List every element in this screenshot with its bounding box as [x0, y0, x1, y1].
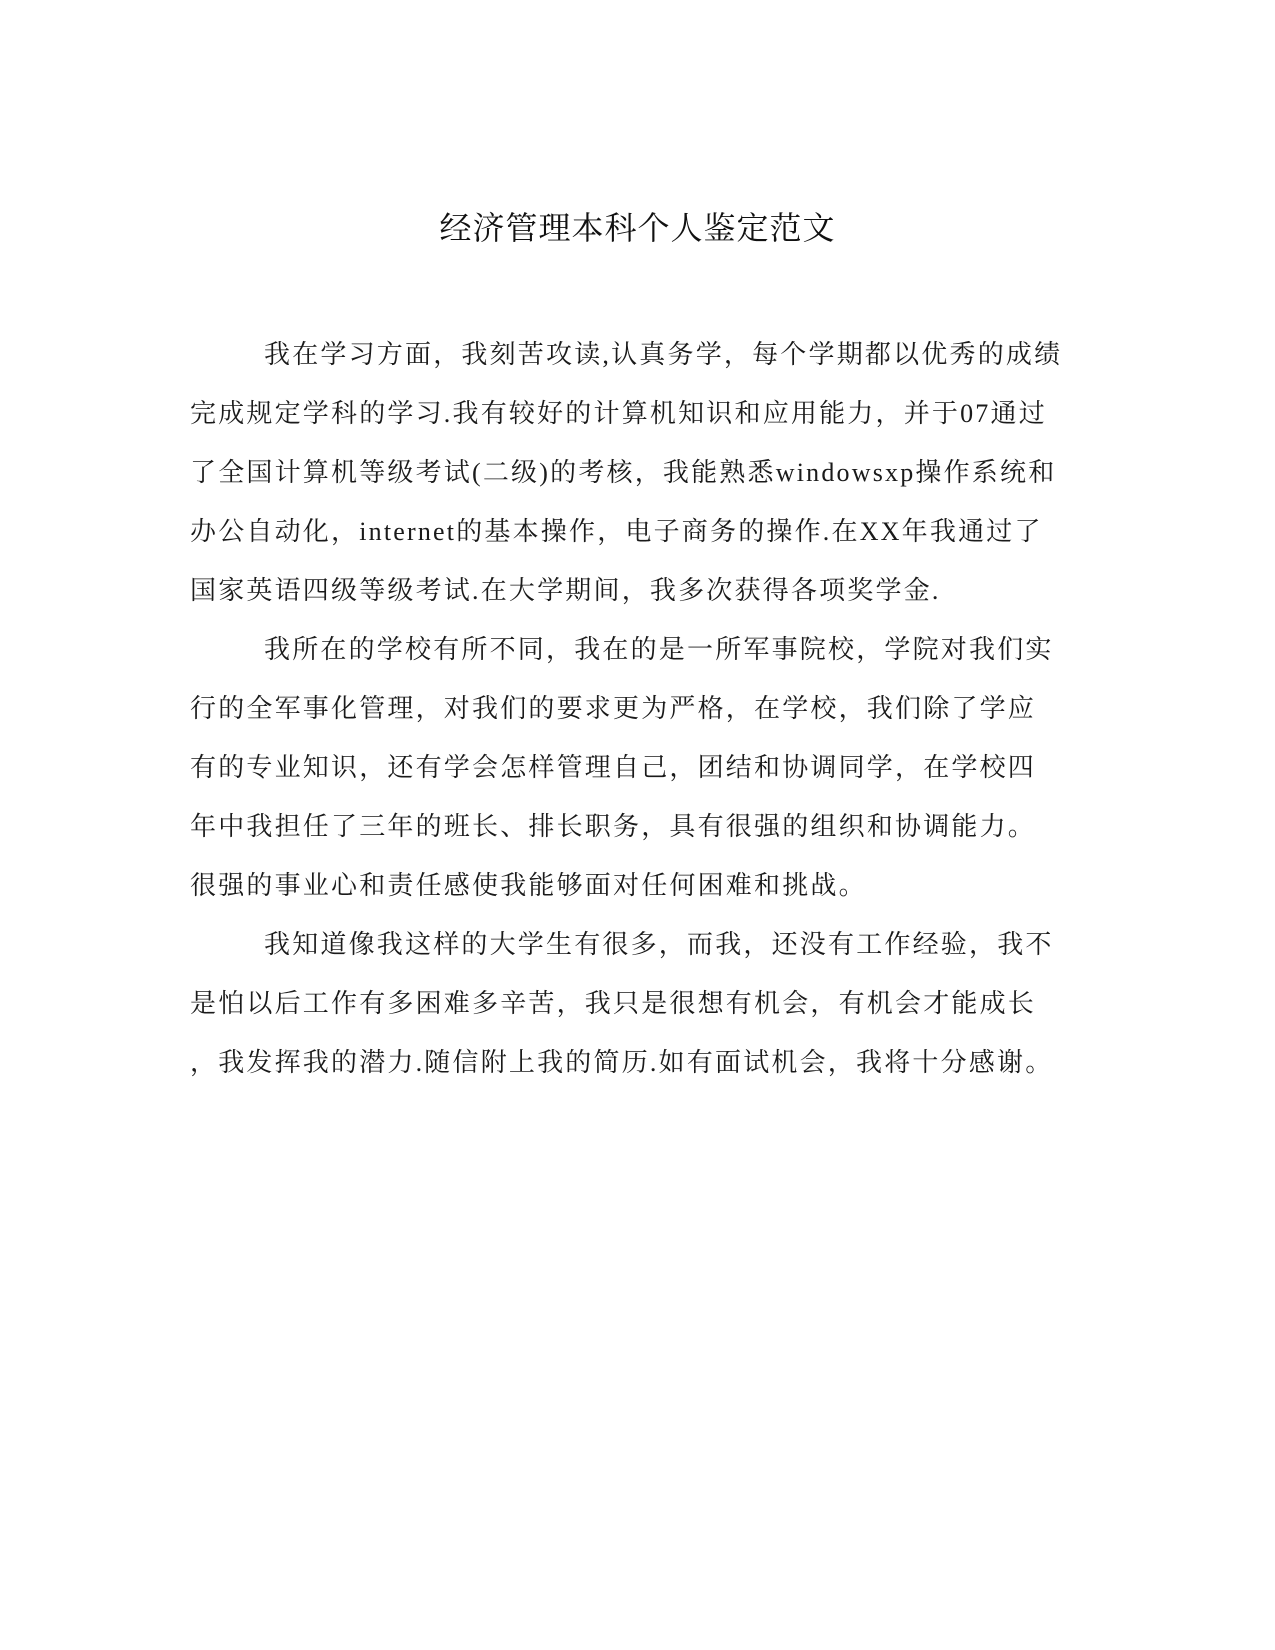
paragraph-1-line-5: 国家英语四级等级考试.在大学期间，我多次获得各项奖学金. — [190, 576, 941, 605]
paragraph-3-line-2: 是怕以后工作有多困难多辛苦，我只是很想有机会，有机会才能成长 — [190, 989, 1037, 1018]
paragraph-2-line-4: 年中我担任了三年的班长、排长职务，具有很强的组织和协调能力。 — [190, 812, 1037, 841]
paragraph-3-line-1: 我知道像我这样的大学生有很多，而我，还没有工作经验，我不 — [264, 930, 1054, 959]
paragraph-1-line-3: 了全国计算机等级考试(二级)的考核，我能熟悉windowsxp操作系统和 — [190, 458, 1057, 487]
paragraph-1-line-1: 我在学习方面，我刻苦攻读,认真务学，每个学期都以优秀的成绩 — [264, 340, 1063, 369]
document-title: 经济管理本科个人鉴定范文 — [439, 209, 836, 247]
paragraph-1-line-4: 办公自动化，internet的基本操作，电子商务的操作.在XX年我通过了 — [190, 517, 1043, 546]
paragraph-3-line-3: ，我发挥我的潜力.随信附上我的简历.如有面试机会，我将十分感谢。 — [190, 1048, 1054, 1077]
paragraph-2-line-3: 有的专业知识，还有学会怎样管理自己，团结和协调同学，在学校四 — [190, 753, 1037, 782]
paragraph-2-line-2: 行的全军事化管理，对我们的要求更为严格，在学校，我们除了学应 — [190, 694, 1037, 723]
paragraph-2-line-5: 很强的事业心和责任感使我能够面对任何困难和挑战。 — [190, 871, 867, 900]
paragraph-2-line-1: 我所在的学校有所不同，我在的是一所军事院校，学院对我们实 — [264, 635, 1054, 664]
paragraph-1-line-2: 完成规定学科的学习.我有较好的计算机知识和应用能力，并于07通过 — [190, 399, 1047, 428]
document-body — [190, 325, 1090, 1092]
